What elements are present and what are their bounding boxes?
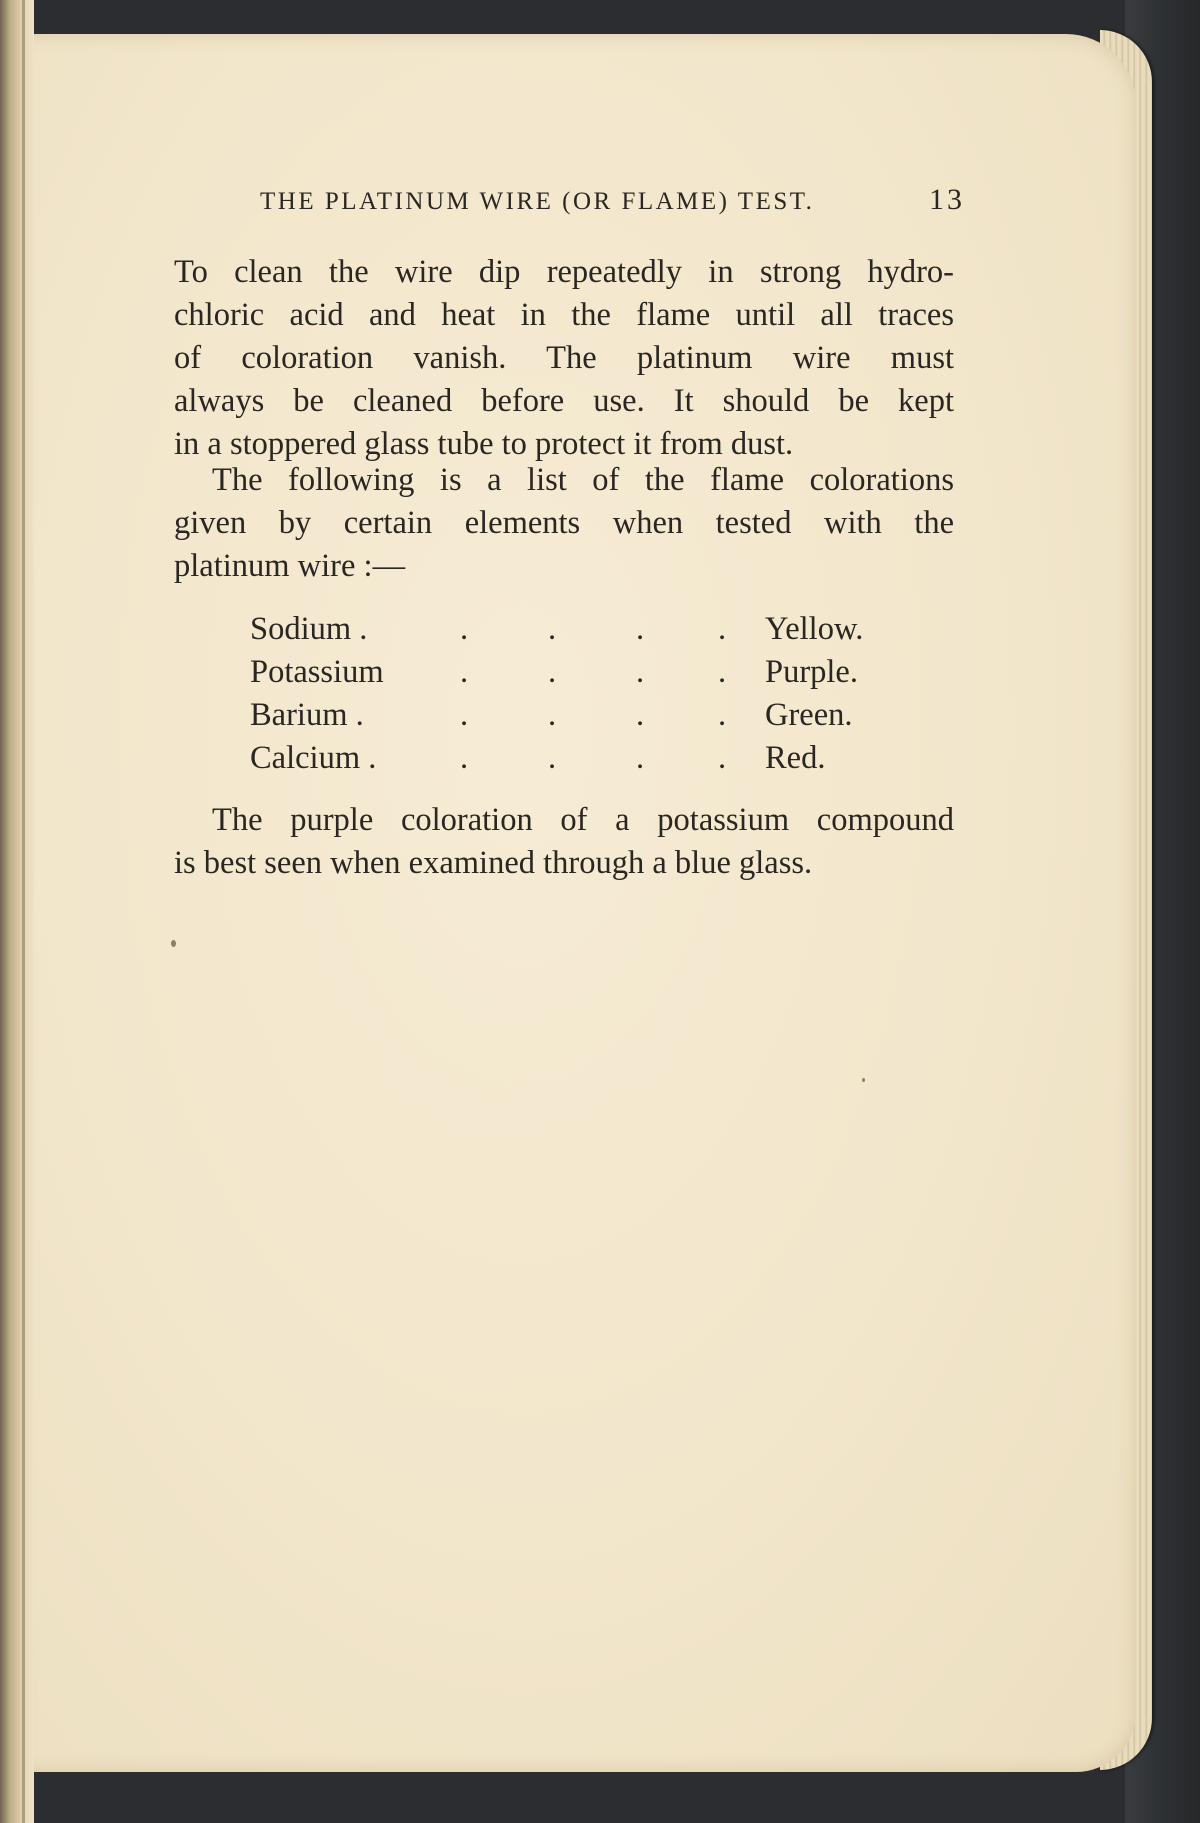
paragraph-potassium-note — [174, 799, 954, 885]
text-line: in a stoppered glass tube to protect it from dust. — [174, 426, 794, 462]
flame-color: Yellow. — [765, 611, 864, 647]
flame-color: Purple. — [765, 654, 858, 690]
paper-speck — [862, 1078, 865, 1082]
flame-colorations-table — [250, 608, 890, 780]
text-line: chloric acid and heat in the flame until all traces — [174, 297, 954, 333]
flame-color: Red. — [765, 740, 826, 776]
element-name: Barium . — [250, 697, 364, 733]
running-head-title: THE PLATINUM WIRE (OR FLAME) TEST. — [260, 188, 815, 215]
table-row: Barium . . . . . Green. — [250, 694, 890, 737]
running-head — [260, 183, 965, 219]
text-line: The purple coloration of a potassium compound — [212, 802, 954, 838]
element-name: Sodium . — [250, 611, 368, 647]
element-name: Potassium — [250, 654, 384, 690]
text-line: given by certain elements when tested with the — [174, 505, 954, 541]
text-line: always be cleaned before use. It should be kept — [174, 383, 954, 419]
table-row: Potassium . . . . Purple. — [250, 651, 890, 694]
paragraph-list-intro — [174, 459, 954, 588]
flame-color: Green. — [765, 697, 853, 733]
paragraph-cleaning — [174, 251, 954, 466]
table-row: Calcium . . . . . Red. — [250, 737, 890, 780]
text-line: The following is a list of the flame colorations — [212, 462, 954, 498]
text-line: of coloration vanish. The platinum wire must — [174, 340, 954, 376]
paper-speck — [171, 940, 176, 947]
table-row: Sodium . . . . . Yellow. — [250, 608, 890, 651]
text-line: is best seen when examined through a blue glass. — [174, 845, 813, 881]
text-line: platinum wire :— — [174, 548, 406, 584]
text-line: To clean the wire dip repeatedly in strong hydro- — [174, 254, 954, 290]
element-name: Calcium . — [250, 740, 377, 776]
page-number: 13 — [929, 183, 965, 216]
